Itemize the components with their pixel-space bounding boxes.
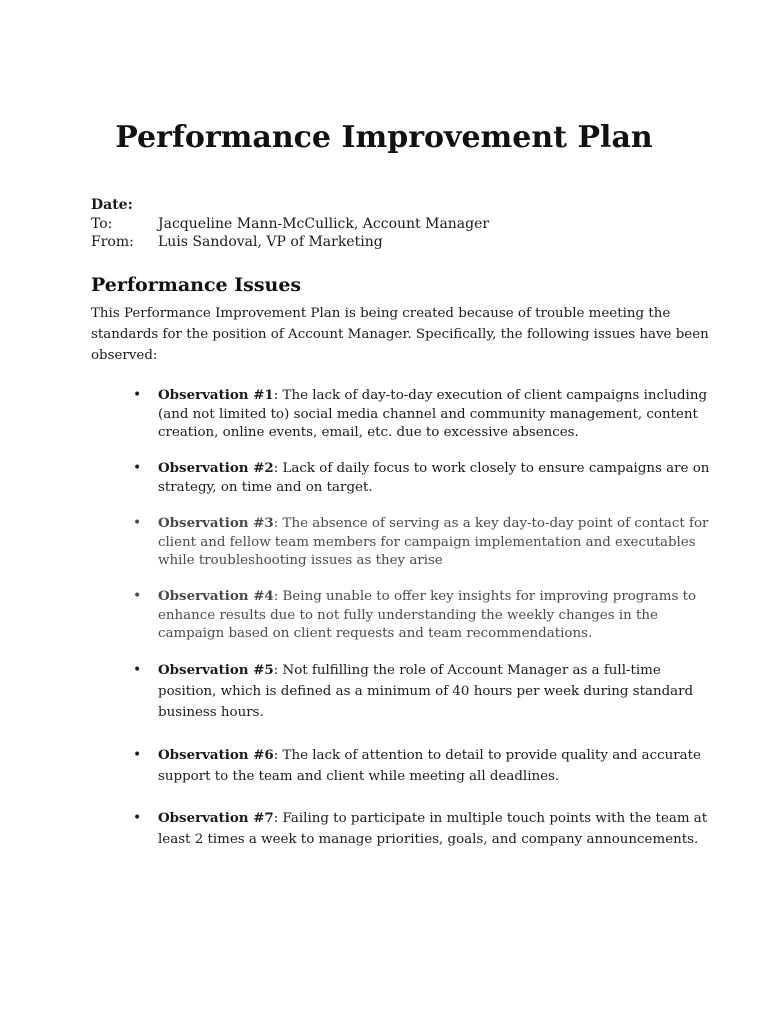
observation-line: while troubleshooting issues as they arise (158, 553, 443, 568)
memo-header (91, 196, 489, 252)
memo-from-value: Luis Sandoval, VP of Marketing (158, 234, 383, 250)
bullet-icon: • (133, 662, 142, 678)
observation-line (158, 386, 708, 406)
memo-date-label: Date: (91, 197, 133, 213)
observation-label: Observation #6 (158, 747, 274, 763)
memo-to-label: To: (91, 215, 113, 232)
observation-line: business hours. (158, 705, 264, 720)
observation-line: campaign based on client requests and team recommendations. (158, 626, 593, 641)
list-item (133, 514, 709, 571)
observation-text: : Failing to participate in multiple touch points with the team at (273, 811, 708, 826)
observation-text: : Being unable to offer key insights for improving programs to (273, 589, 697, 604)
observation-line (158, 660, 688, 681)
observation-label: Observation #5 (158, 662, 274, 678)
memo-to-row (91, 215, 489, 234)
observation-label: Observation #3 (158, 515, 274, 531)
intro-line: standards for the position of Account Manager. Specifically, the following issues have been (91, 327, 709, 342)
observation-line: position, which is defined as a minimum of 40 hours per week during standard (158, 684, 694, 699)
observation-label: Observation #2 (158, 460, 274, 476)
list-item (133, 386, 708, 443)
list-item (133, 808, 708, 850)
memo-to-value: Jacqueline Mann-McCullick, Account Manager (158, 215, 490, 232)
observation-line: support to the team and client while meeting all deadlines. (158, 769, 560, 784)
observation-line (158, 514, 709, 534)
list-item (133, 459, 710, 497)
observation-line (158, 808, 708, 829)
observation-text: : The lack of day-to-day execution of client campaigns including (273, 388, 708, 403)
list-item (133, 745, 701, 787)
bullet-icon: • (133, 588, 142, 604)
intro-line: observed: (91, 348, 158, 363)
observation-text: : The absence of serving as a key day-to-day point of contact for (273, 516, 709, 531)
observation-line: enhance results due to not fully understanding the weekly changes in the (158, 607, 658, 623)
list-item (133, 587, 697, 644)
observation-label: Observation #4 (158, 588, 274, 604)
observation-text: : The lack of attention to detail to provide quality and accurate (273, 748, 701, 763)
bullet-icon: • (133, 515, 142, 531)
bullet-icon: • (133, 747, 142, 763)
observation-label: Observation #7 (158, 810, 274, 826)
observation-line: creation, online events, email, etc. due to excessive absences. (158, 425, 579, 440)
intro-line: This Performance Improvement Plan is being created because of trouble meeting the (91, 306, 671, 321)
section-heading: Performance Issues (91, 274, 302, 296)
observation-line: client and fellow team members for campaign implementation and executables (158, 534, 696, 550)
list-item (133, 660, 694, 723)
bullet-icon: • (133, 387, 142, 403)
observation-line: strategy, on time and on target. (158, 479, 373, 495)
bullet-icon: • (133, 460, 142, 476)
observation-text: : Not fulfilling the role of Account Manager as a full-time (273, 663, 661, 678)
observation-text: : Lack of daily focus to work closely to ensure campaigns are on (273, 461, 710, 476)
observation-line (158, 459, 710, 479)
observation-line: least 2 times a week to manage priorities, goals, and company announcements. (158, 832, 699, 847)
observation-line: (and not limited to) social media channel and community management, content (158, 406, 698, 422)
page-title: Performance Improvement Plan (115, 120, 653, 155)
intro-paragraph (91, 303, 709, 366)
memo-from-row (91, 233, 489, 252)
observation-line (158, 745, 701, 766)
memo-from-label: From: (91, 234, 134, 250)
bullet-icon: • (133, 810, 142, 826)
observation-line (158, 587, 697, 607)
observation-label: Observation #1 (158, 387, 274, 403)
memo-date-row (91, 196, 489, 215)
